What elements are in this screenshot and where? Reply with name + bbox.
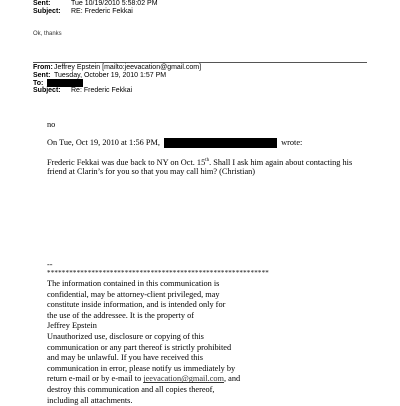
subject2-row: [33, 87, 132, 95]
sent-label: Sent:: [33, 0, 51, 7]
subject2-label: Subject:: [33, 87, 61, 94]
disclaimer-line: including all attachments.: [47, 395, 133, 405]
redaction-box: [164, 138, 277, 148]
disclaimer-line: communication in error, please notify us immediately by: [47, 363, 236, 373]
disclaimer-line: destroy this communication and all copies thereof,: [47, 384, 215, 394]
redaction-box: [47, 79, 83, 87]
sent2-label: Sent:: [33, 72, 51, 79]
quote-intro: [47, 138, 302, 149]
subject2-value: Re: Frederic Fekkai: [71, 87, 133, 94]
quote-intro-prefix: On Tue, Oct 19, 2010 at 1:56 PM,: [47, 138, 160, 147]
sent2-value: Tuesday, October 19, 2010 1:57 PM: [54, 72, 167, 79]
to-label: To:: [33, 79, 44, 87]
disclaimer-line: communication or any part thereof is strictly prohibited: [47, 342, 232, 352]
reply-text: Ok, thanks: [33, 31, 62, 37]
body-no: no: [47, 120, 56, 129]
sent-value: Tue 10/19/2010 5:58:02 PM: [71, 0, 158, 7]
disclaimer-line: Unauthorized use, disclosure or copying of this: [47, 331, 204, 341]
disclaimer-line: Jeffrey Epstein: [47, 321, 97, 331]
from-value: Jeffrey Epstein [mailto:jeevacation@gmail.com]: [54, 64, 202, 71]
quoted-line-1: Frederic Fekkai was due back to NY on Oct. 15th. Shall I ask him again about contacting his: [47, 157, 353, 167]
subject-value: RE: Frederic Fekkai: [71, 8, 133, 15]
disclaimer-line: confidential, may be attorney-client privileged, may: [47, 289, 220, 299]
disclaimer-line: The information contained in this communication is: [47, 279, 220, 288]
disclaimer: [47, 279, 240, 406]
quote-intro-suffix: wrote:: [281, 138, 303, 147]
disclaimer-line: constitute inside information, and is intended only for: [47, 300, 226, 310]
from-label: From:: [33, 64, 53, 71]
from-row: [33, 64, 201, 72]
disclaimer-line: the use of the addressee. It is the property of: [47, 310, 194, 320]
disclaimer-line: return e-mail or by e-mail to jeevacation@gmail.com, and: [47, 374, 241, 384]
sig-stars: ************************************************************: [47, 269, 269, 277]
sent-row: [33, 0, 158, 8]
disclaimer-line: and may be unlawful. If you have received this: [47, 353, 203, 363]
sig-dashes: --: [47, 260, 53, 269]
subject-row: [33, 8, 133, 16]
divider-line: [33, 62, 367, 63]
subject-label: Subject:: [33, 8, 61, 15]
quoted-line-2: friend at Clarin’s for you so that you may call him? (Christian): [47, 167, 256, 176]
email-link[interactable]: jeevacation@gmail.com: [143, 374, 224, 384]
